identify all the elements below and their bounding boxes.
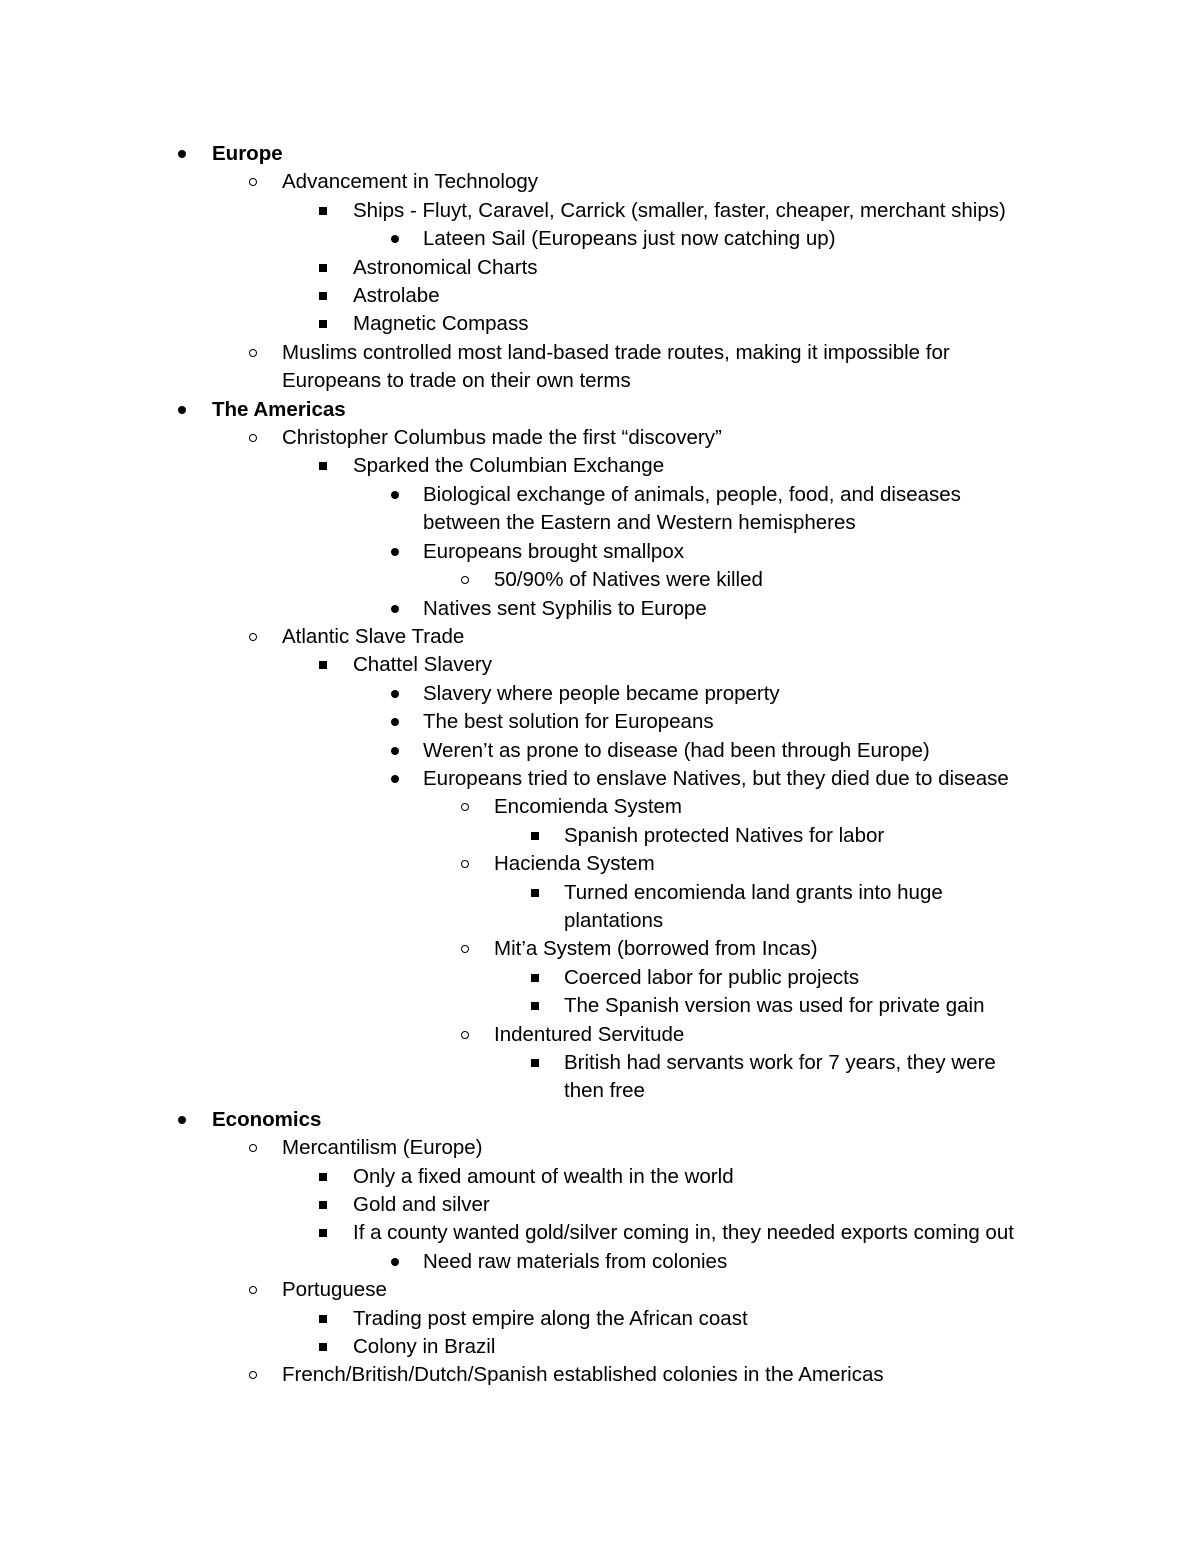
- list-item-text: British had servants work for 7 years, they were: [564, 1051, 996, 1074]
- list-item: [0, 850, 1200, 878]
- list-item-text: then free: [564, 1079, 645, 1103]
- list-item: [0, 964, 1200, 992]
- list-item-text: Hacienda System: [494, 852, 655, 876]
- filled-circle-bullet-icon: [390, 765, 402, 793]
- list-item-text: Coerced labor for public projects: [564, 965, 860, 989]
- square-bullet-icon: [318, 310, 330, 338]
- filled-circle-bullet-icon: [390, 737, 402, 765]
- filled-circle-bullet-icon: [390, 481, 402, 509]
- filled-circle-bullet-icon: [177, 1106, 189, 1134]
- list-item: [0, 424, 1200, 452]
- list-item-text: Slavery where people became property: [423, 681, 780, 705]
- list-item-text: Astronomical Charts: [353, 255, 538, 279]
- list-item-text: Ships - Fluyt, Caravel, Carrick (smaller, faster, cheaper, merchant ships): [353, 198, 1006, 222]
- list-item-text: Biological exchange of animals, people, food, and diseases: [423, 482, 961, 506]
- list-item-text: Weren’t as prone to disease (had been through Europe): [423, 738, 930, 762]
- filled-circle-bullet-icon: [390, 1248, 402, 1276]
- list-item-text: Christopher Columbus made the first “discovery”: [282, 426, 722, 450]
- filled-circle-bullet-icon: [390, 708, 402, 736]
- list-item: [0, 452, 1200, 480]
- hollow-circle-bullet-icon: [248, 1134, 260, 1162]
- list-item: [0, 879, 1200, 907]
- filled-circle-bullet-icon: [177, 140, 189, 168]
- list-item: [0, 1248, 1200, 1276]
- list-item: [0, 1134, 1200, 1162]
- list-item-text: Portuguese: [282, 1278, 387, 1302]
- list-item-text: Sparked the Columbian Exchange: [353, 454, 665, 478]
- square-bullet-icon: [318, 1305, 330, 1333]
- hollow-circle-bullet-icon: [248, 1361, 260, 1389]
- list-item: [0, 254, 1200, 282]
- list-item-continuation: [0, 1077, 1200, 1105]
- list-item: [0, 680, 1200, 708]
- list-item: [0, 140, 1200, 168]
- list-item: [0, 1305, 1200, 1333]
- list-item: [0, 538, 1200, 566]
- filled-circle-bullet-icon: [390, 538, 402, 566]
- list-item: [0, 793, 1200, 821]
- list-item-text: Europeans to trade on their own terms: [282, 369, 631, 393]
- hollow-circle-bullet-icon: [460, 850, 472, 878]
- hollow-circle-bullet-icon: [460, 566, 472, 594]
- square-bullet-icon: [318, 1191, 330, 1219]
- square-bullet-icon: [318, 1219, 330, 1247]
- hollow-circle-bullet-icon: [248, 623, 260, 651]
- list-item-text: Advancement in Technology: [282, 170, 539, 194]
- square-bullet-icon: [530, 1049, 542, 1077]
- list-item-text: The best solution for Europeans: [423, 710, 714, 734]
- square-bullet-icon: [530, 822, 542, 850]
- list-item-continuation: [0, 509, 1200, 537]
- list-item-text: Atlantic Slave Trade: [282, 624, 465, 648]
- list-item: [0, 595, 1200, 623]
- list-item: [0, 168, 1200, 196]
- list-item-text: French/British/Dutch/Spanish established colonies in the Americas: [282, 1363, 884, 1387]
- list-item-text: Gold and silver: [353, 1193, 490, 1217]
- list-item: [0, 1333, 1200, 1361]
- list-item-text: Need raw materials from colonies: [423, 1249, 728, 1273]
- hollow-circle-bullet-icon: [248, 1276, 260, 1304]
- square-bullet-icon: [318, 254, 330, 282]
- filled-circle-bullet-icon: [390, 595, 402, 623]
- section-heading-americas: The Americas: [212, 397, 346, 421]
- list-item: [0, 1021, 1200, 1049]
- list-item-continuation: [0, 367, 1200, 395]
- square-bullet-icon: [318, 452, 330, 480]
- list-item-text: Encomienda System: [494, 795, 683, 819]
- hollow-circle-bullet-icon: [460, 935, 472, 963]
- section-heading-europe: Europe: [212, 142, 283, 165]
- list-item: [0, 1219, 1200, 1247]
- section-heading-economics: Economics: [212, 1107, 322, 1131]
- list-item: [0, 1049, 1200, 1077]
- list-item-continuation: [0, 907, 1200, 935]
- list-item: [0, 765, 1200, 793]
- list-item-text: Europeans tried to enslave Natives, but they died due to disease: [423, 766, 1009, 790]
- list-item: [0, 282, 1200, 310]
- list-item-text: Magnetic Compass: [353, 312, 529, 336]
- list-item: [0, 992, 1200, 1020]
- list-item: [0, 225, 1200, 253]
- square-bullet-icon: [530, 964, 542, 992]
- list-item: [0, 481, 1200, 509]
- list-item: [0, 651, 1200, 679]
- list-item: [0, 822, 1200, 850]
- list-item-text: plantations: [564, 908, 664, 932]
- square-bullet-icon: [530, 879, 542, 907]
- list-item-text: Turned encomienda land grants into huge: [564, 880, 943, 904]
- filled-circle-bullet-icon: [177, 396, 189, 424]
- list-item: [0, 566, 1200, 594]
- list-item-text: Natives sent Syphilis to Europe: [423, 596, 707, 620]
- list-item-text: If a county wanted gold/silver coming in, they needed exports coming out: [353, 1221, 1014, 1245]
- hollow-circle-bullet-icon: [248, 168, 260, 196]
- list-item: [0, 1106, 1200, 1134]
- list-item-text: Mercantilism (Europe): [282, 1136, 483, 1160]
- list-item-text: Chattel Slavery: [353, 653, 493, 677]
- hollow-circle-bullet-icon: [460, 1021, 472, 1049]
- list-item: [0, 935, 1200, 963]
- list-item: [0, 623, 1200, 651]
- list-item: [0, 737, 1200, 765]
- list-item: [0, 1191, 1200, 1219]
- list-item: [0, 339, 1200, 367]
- notes-document: [0, 140, 1200, 1390]
- list-item-text: Lateen Sail (Europeans just now catching up): [423, 227, 836, 251]
- filled-circle-bullet-icon: [390, 680, 402, 708]
- list-item-text: Europeans brought smallpox: [423, 539, 684, 563]
- list-item: [0, 396, 1200, 424]
- list-item-text: Indentured Servitude: [494, 1022, 685, 1046]
- list-item-text: Mit’a System (borrowed from Incas): [494, 937, 818, 961]
- list-item: [0, 310, 1200, 338]
- list-item: [0, 1361, 1200, 1389]
- hollow-circle-bullet-icon: [248, 339, 260, 367]
- square-bullet-icon: [318, 1333, 330, 1361]
- list-item-text: Only a fixed amount of wealth in the world: [353, 1164, 734, 1188]
- list-item-text: Muslims controlled most land-based trade routes, making it impossible for: [282, 340, 950, 364]
- list-item-text: between the Eastern and Western hemispheres: [423, 511, 856, 535]
- list-item: [0, 1276, 1200, 1304]
- hollow-circle-bullet-icon: [460, 793, 472, 821]
- square-bullet-icon: [318, 197, 330, 225]
- list-item: [0, 197, 1200, 225]
- square-bullet-icon: [530, 992, 542, 1020]
- hollow-circle-bullet-icon: [248, 424, 260, 452]
- square-bullet-icon: [318, 1163, 330, 1191]
- list-item-text: Spanish protected Natives for labor: [564, 823, 885, 847]
- list-item-text: The Spanish version was used for private gain: [564, 994, 985, 1018]
- list-item-text: Trading post empire along the African coast: [353, 1306, 748, 1330]
- filled-circle-bullet-icon: [390, 225, 402, 253]
- list-item: [0, 1163, 1200, 1191]
- list-item: [0, 708, 1200, 736]
- square-bullet-icon: [318, 651, 330, 679]
- list-item-text: Colony in Brazil: [353, 1335, 496, 1359]
- list-item-text: 50/90% of Natives were killed: [494, 568, 763, 592]
- square-bullet-icon: [318, 282, 330, 310]
- list-item-text: Astrolabe: [353, 284, 440, 308]
